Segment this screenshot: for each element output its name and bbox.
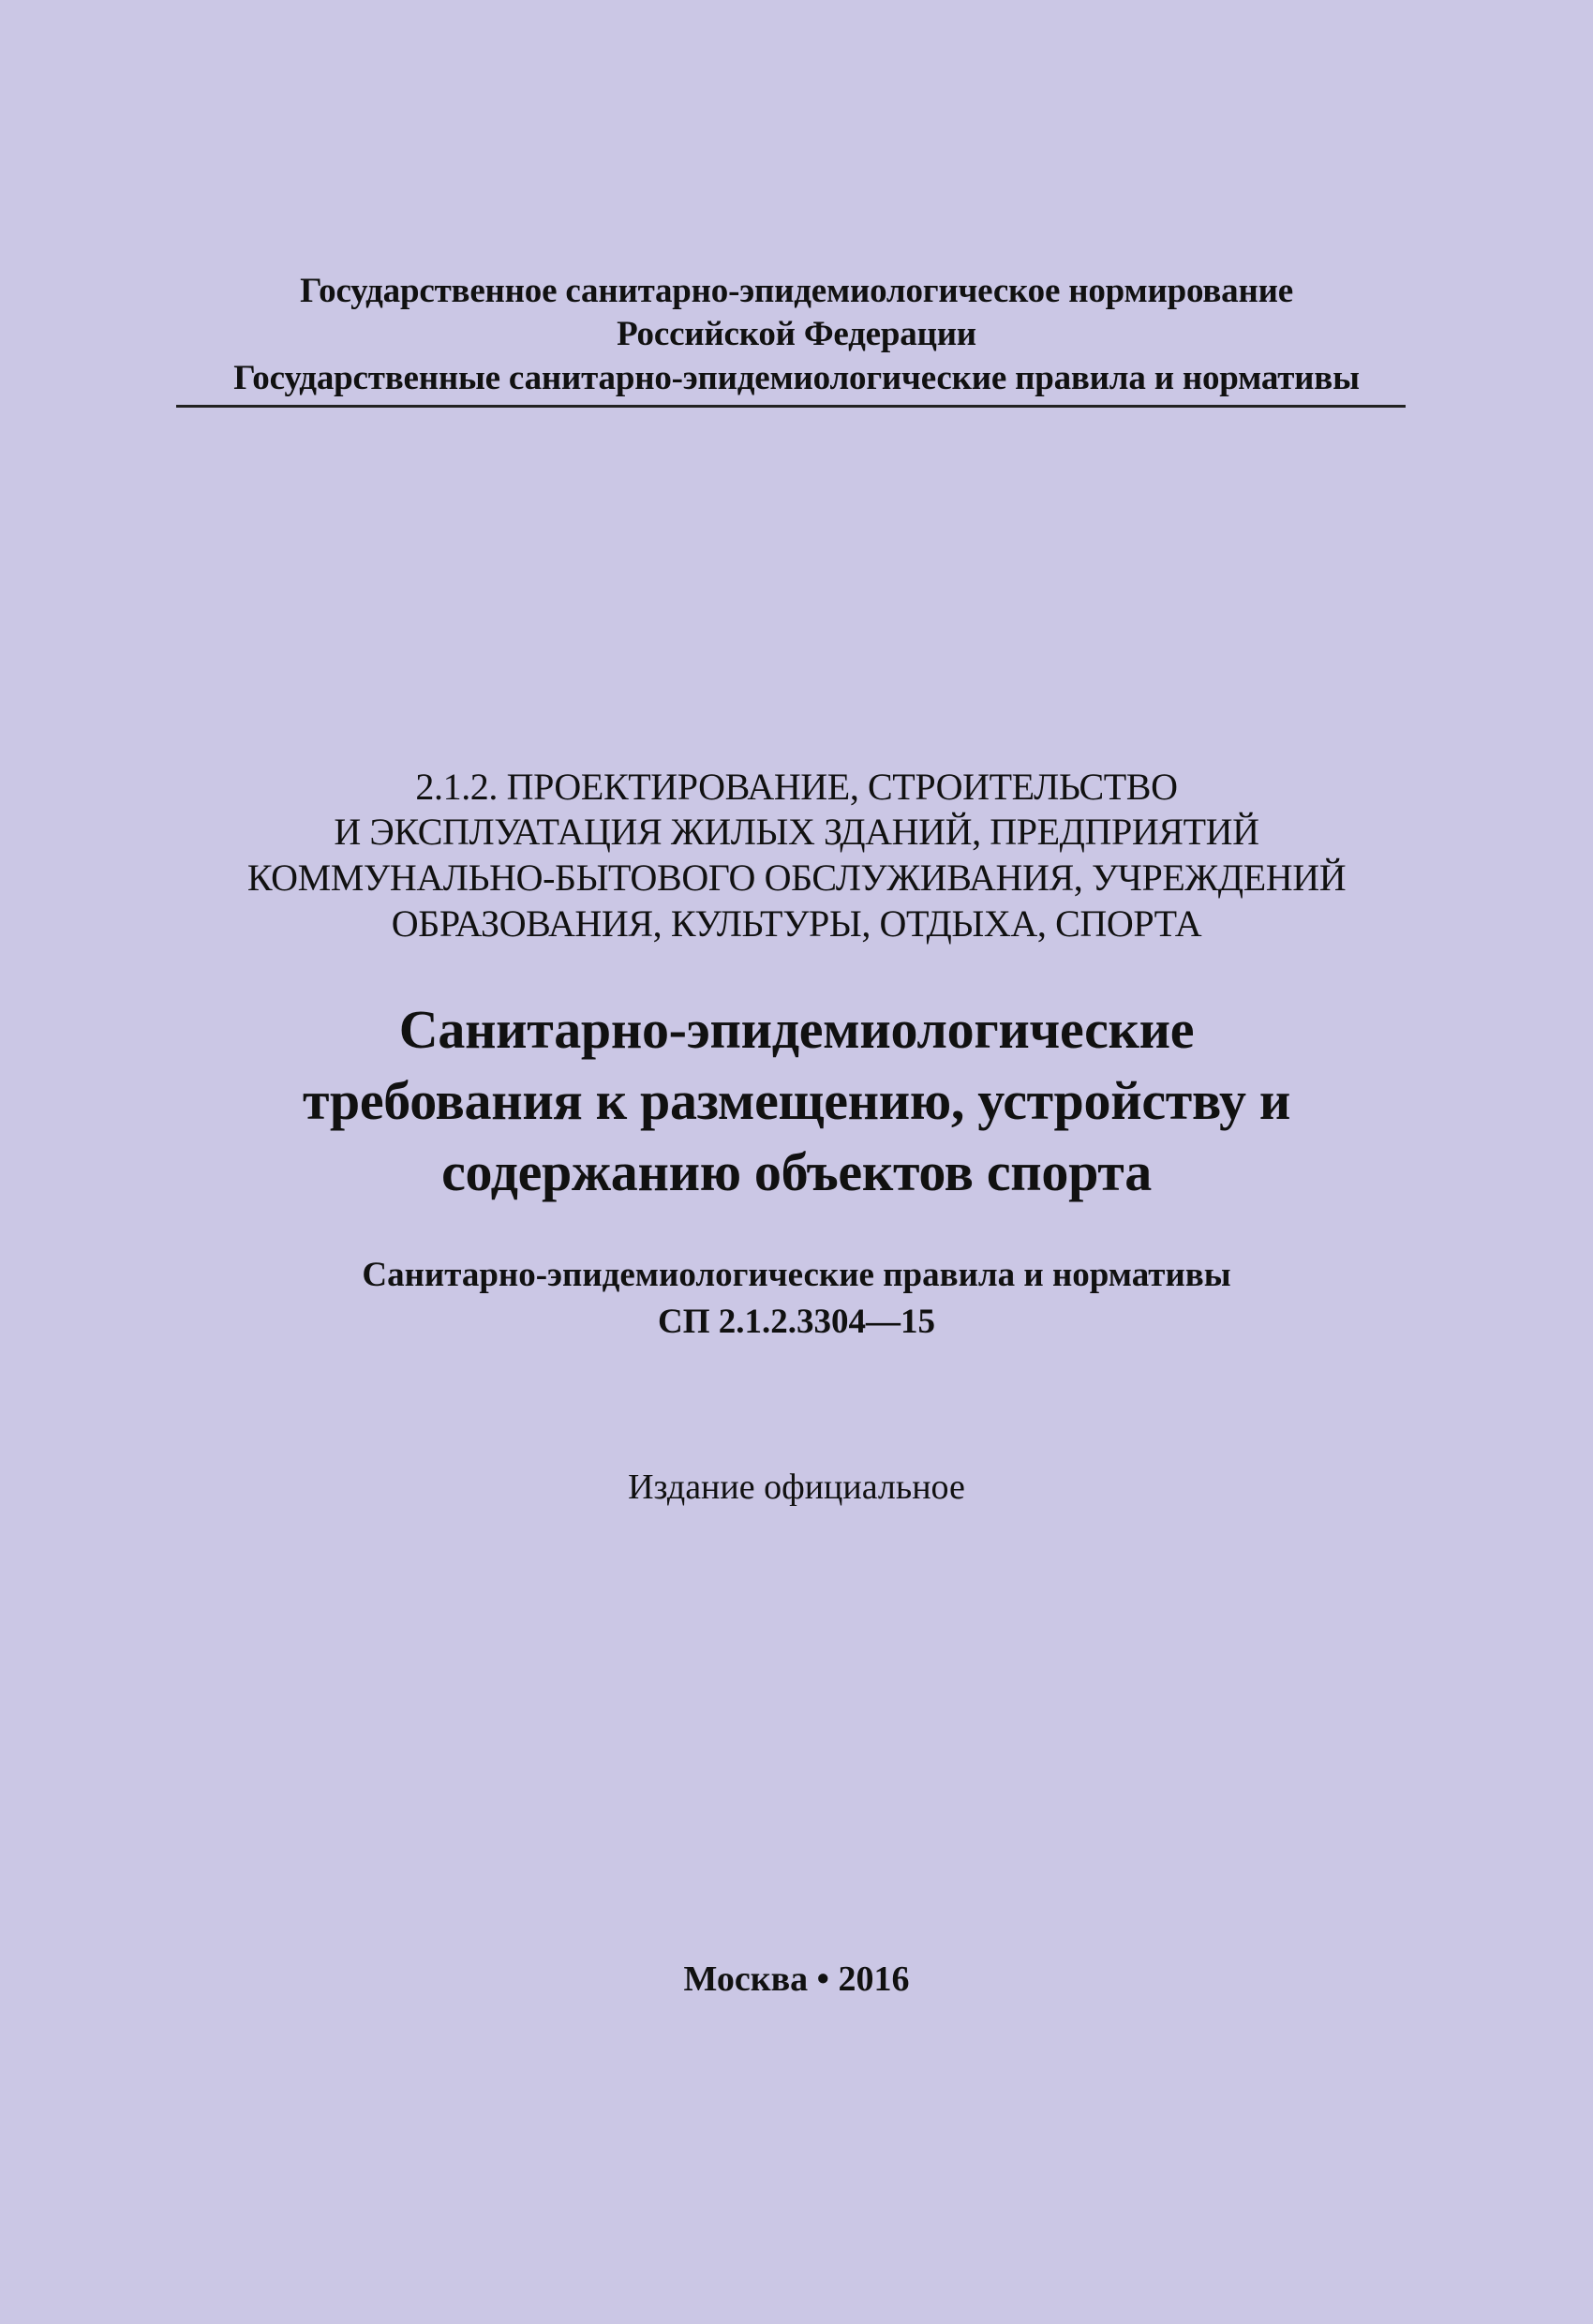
section-heading-line-2: И ЭКСПЛУАТАЦИЯ ЖИЛЫХ ЗДАНИЙ, ПРЕДПРИЯТИЙ bbox=[334, 811, 1259, 853]
document-code: СП 2.1.2.3304—15 bbox=[658, 1303, 935, 1341]
section-heading-line-4: ОБРАЗОВАНИЯ, КУЛЬТУРЫ, ОТДЫХА, СПОРТА bbox=[391, 902, 1202, 945]
header-line-2: Российской Федерации bbox=[617, 315, 976, 353]
section-heading-line-3: КОММУНАЛЬНО-БЫТОВОГО ОБСЛУЖИВАНИЯ, УЧРЕЖДЕНИЙ bbox=[246, 857, 1347, 899]
document-title-line-1: Санитарно-эпидемиологические bbox=[398, 999, 1195, 1060]
document-title-line-3: содержанию объектов спорта bbox=[441, 1141, 1152, 1202]
document-type: Санитарно-эпидемиологические правила и нормативы bbox=[362, 1256, 1231, 1294]
imprint-place-year: Москва • 2016 bbox=[683, 1959, 910, 1999]
section-heading-line-1: 2.1.2. ПРОЕКТИРОВАНИЕ, СТРОИТЕЛЬСТВО bbox=[415, 766, 1178, 808]
header-line-1: Государственное санитарно-эпидемиологическое нормирование bbox=[300, 272, 1293, 310]
edition-note: Издание официальное bbox=[628, 1467, 965, 1507]
header-line-3: Государственные санитарно-эпидемиологические правила и нормативы bbox=[233, 359, 1360, 397]
document-title-line-2: требования к размещению, устройству и bbox=[302, 1070, 1291, 1131]
header-divider bbox=[176, 405, 1406, 408]
